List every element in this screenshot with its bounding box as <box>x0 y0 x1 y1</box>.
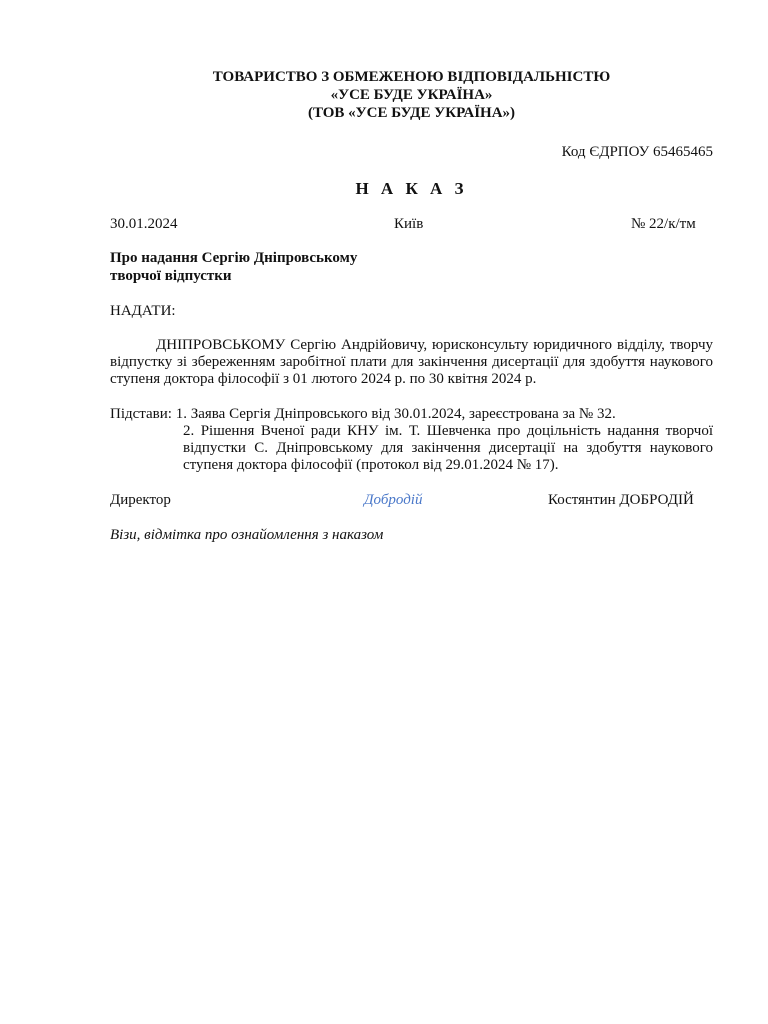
document-city: Київ <box>394 216 424 232</box>
organization-name-line2: «УСЕ БУДЕ УКРАЇНА» <box>330 87 493 103</box>
subject-line2: творчої відпустки <box>110 268 232 284</box>
document-number: № 22/к/тм <box>631 216 696 232</box>
signature-row <box>110 491 713 509</box>
organization-header <box>110 68 713 122</box>
document-date: 30.01.2024 <box>110 216 178 232</box>
order-directive: НАДАТИ: <box>110 303 176 319</box>
organization-name-line1: ТОВАРИСТВО З ОБМЕЖЕНОЮ ВІДПОВІДАЛЬНІСТЮ <box>212 69 611 85</box>
signatory-name: Костянтин ДОБРОДІЙ <box>548 492 694 508</box>
order-body-paragraph: ДНІПРОВСЬКОМУ Сергію Андрійовичу, юрисконсульту юридичного відділу, творчу відпустку зі збереженням заробітної плати для закінчення дисертації для здобуття наукового ступеня доктора філософії з 01 лютого 2024 р. по 30 квітня 2024 р. <box>110 337 713 387</box>
visas-note: Візи, відмітка про ознайомлення з наказом <box>110 527 384 543</box>
signatory-role: Директор <box>110 492 171 508</box>
document-subject <box>110 249 713 285</box>
edrpou-code: Код ЄДРПОУ 65465465 <box>561 144 713 160</box>
document-meta-row <box>110 215 713 233</box>
document-page <box>110 68 713 544</box>
organization-short-name: (ТОВ «УСЕ БУДЕ УКРАЇНА») <box>307 105 516 121</box>
subject-line1: Про надання Сергію Дніпровському <box>110 250 358 266</box>
document-title: Н А К А З <box>355 179 468 198</box>
grounds-section <box>110 406 713 474</box>
grounds-item-1: Підстави: 1. Заява Сергія Дніпровського від 30.01.2024, зареєстрована за № 32. <box>110 406 616 422</box>
handwritten-signature: Добродій <box>364 492 423 508</box>
grounds-item-2: 2. Рішення Вченої ради КНУ ім. Т. Шевченка про доцільність надання творчої відпустки С. Дніпровському для закінчення дисертації на здобуття наукового ступеня доктора філософії (протокол від 29.01.2024 № 17). <box>183 423 713 473</box>
